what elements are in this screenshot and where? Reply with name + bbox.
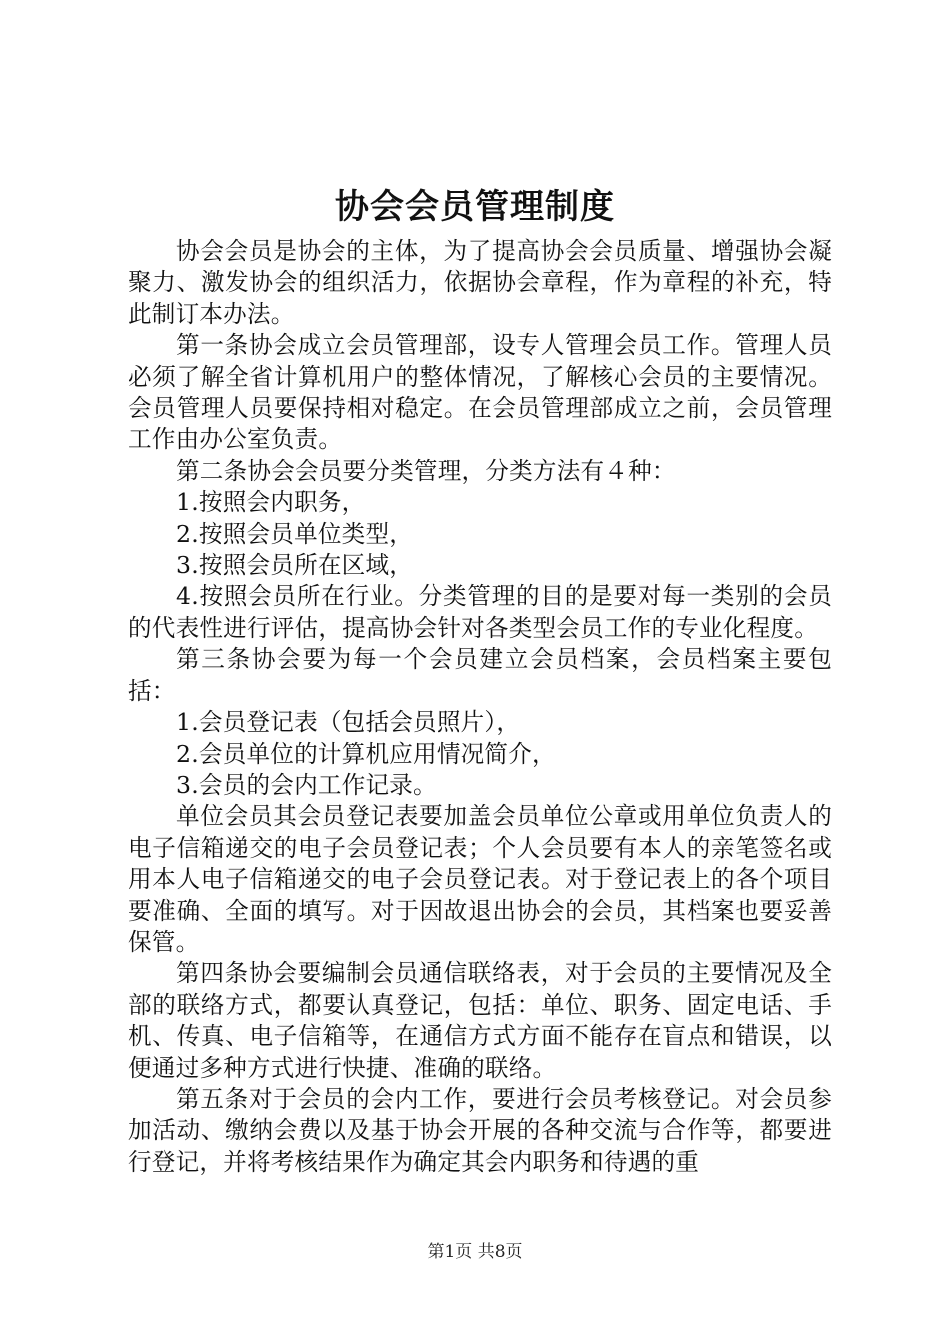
paragraph: 第二条协会会员要分类管理，分类方法有４种：: [176, 456, 676, 485]
paragraph: 协会会员是协会的主体，为了提高协会会员质量、增强协会凝聚力、激发协会的组织活力，依据协会章程，作为章程的补充，特此制订本办法。: [128, 237, 832, 328]
paragraph: 第五条对于会员的会内工作，要进行会员考核登记。对会员参加活动、缴纳会费以及基于协会开展的各种交流与合作等，都要进行登记，并将考核结果作为确定其会内职务和待遇的重: [128, 1084, 832, 1176]
list-item: 2.会员单位的计算机应用情况简介，: [176, 739, 556, 768]
paragraph: 第一条协会成立会员管理部，设专人管理会员工作。管理人员必须了解全省计算机用户的整体情况，了解核心会员的主要情况。会员管理人员要保持相对稳定。在会员管理部成立之前，会员管理工作由办公室负责。: [128, 331, 832, 454]
list-item: 1.按照会内职务，: [176, 488, 366, 517]
paragraph: 第四条协会要编制会员通信联络表，对于会员的主要情况及全部的联络方式，都要认真登记，包括：单位、职务、固定电话、手机、传真、电子信箱等，在通信方式方面不能存在盲点和错误，以便通过多种方式进行快捷、准确的联络。: [128, 959, 832, 1082]
paragraph: 单位会员其会员登记表要加盖会员单位公章或用单位负责人的电子信箱递交的电子会员登记表；个人会员要有本人的亲笔签名或用本人电子信箱递交的电子会员登记表。对于登记表上的各个项目要准确、全面的填写。对于因故退出协会的会员，其档案也要妥善保管。: [128, 802, 832, 956]
list-item: 1.会员登记表（包括会员照片），: [176, 708, 521, 737]
list-item: 3.会员的会内工作记录。: [176, 770, 437, 799]
page-footer: 第1页 共8页: [427, 1242, 523, 1262]
list-item: 4.按照会员所在行业。分类管理的目的是要对每一类别的会员的代表性进行评估，提高协会针对各类型会员工作的专业化程度。: [128, 582, 832, 642]
document-title: 协会会员管理制度: [335, 187, 615, 227]
paragraph: 第三条协会要为每一个会员建立会员档案，会员档案主要包括：: [128, 645, 832, 705]
document-body: [128, 236, 832, 1178]
list-item: 3.按照会员所在区域，: [176, 551, 414, 580]
list-item: 2.按照会员单位类型，: [176, 519, 414, 548]
